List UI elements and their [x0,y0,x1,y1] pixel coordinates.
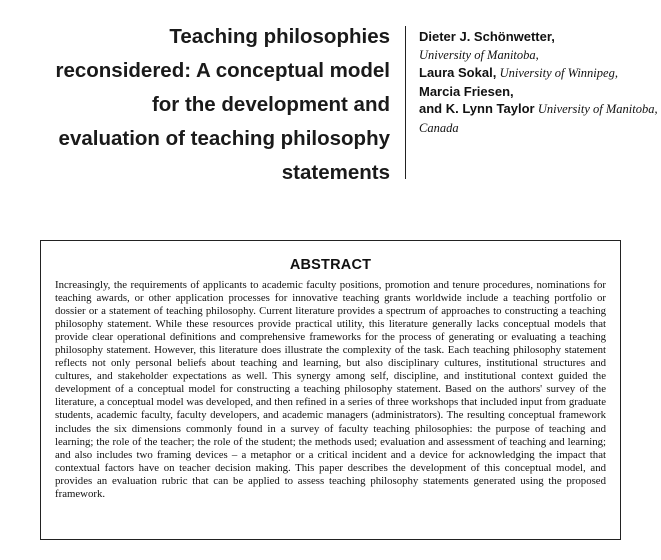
paper-title [40,20,390,190]
title-author-divider [405,26,406,179]
author-affiliation: University of Manitoba, [419,47,539,62]
abstract-heading: ABSTRACT [289,257,372,273]
author-name: Laura Sokal, [419,65,497,80]
author-name: Marcia Friesen, [419,83,514,99]
abstract-box [40,240,621,540]
author-affiliation: University of Manitoba, Canada [419,102,658,135]
author-list [419,28,659,137]
author-name: and K. Lynn Taylor [419,101,535,116]
title-line: reconsidered: A conceptual model [55,59,390,82]
author-affiliation: University of Winnipeg, [499,66,618,80]
title-line: statements [281,161,390,184]
title-line: evaluation of teaching philosophy [58,127,390,150]
title-line: Teaching philosophies [169,25,390,48]
abstract-text: Increasingly, the requirements of applicants to academic faculty positions, promotion and tenure procedures, nominations for teaching awards, or other application processes for innovative teaching grants worldwide include a teaching portfolio or dossier or a statement of teaching philosophy. Current literature provides a spectrum of approaches to constructing a teaching philosophy statement. While these resources provide practical utility, this literature generally lacks conceptual models that provide clear operational definitions and comprehensive frameworks for the process of generating or evaluating a teaching philosophy statement. However, this literature does illustrate the complexity of the task. Each teaching philosophy statement reflects not only personal beliefs about teaching and learning, but also disciplinary cultures, institutional structures and cultures, and stakeholder expectations as well. This synergy among self, discipline, and institutional context guided the development of a conceptual model for constructing a teaching philosophy statement. Based on the authors' survey of the literature, a conceptual model was developed, and then refined in a series of three workshops that included input from graduate students, academic faculty, faculty developers, and academic managers (administrators). The resulting conceptual framework includes the six dimensions commonly found in a survey of faculty teaching philosophies: the purpose of teaching and learning; the role of the teacher; the role of the student; the methods used; evaluation and assessment of teaching and learning; and also includes two framing devices – a metaphor or a critical incident and a device for acknowledging the impact that contextual factors have on teacher decision making. This paper describes the development of this conceptual model, and provides an evaluation rubric that can be applied to assess teaching philosophy statements generated using the proposed framework. [55,279,606,500]
author-name: Dieter J. Schönwetter, [419,29,555,44]
title-line: for the development and [151,93,390,116]
